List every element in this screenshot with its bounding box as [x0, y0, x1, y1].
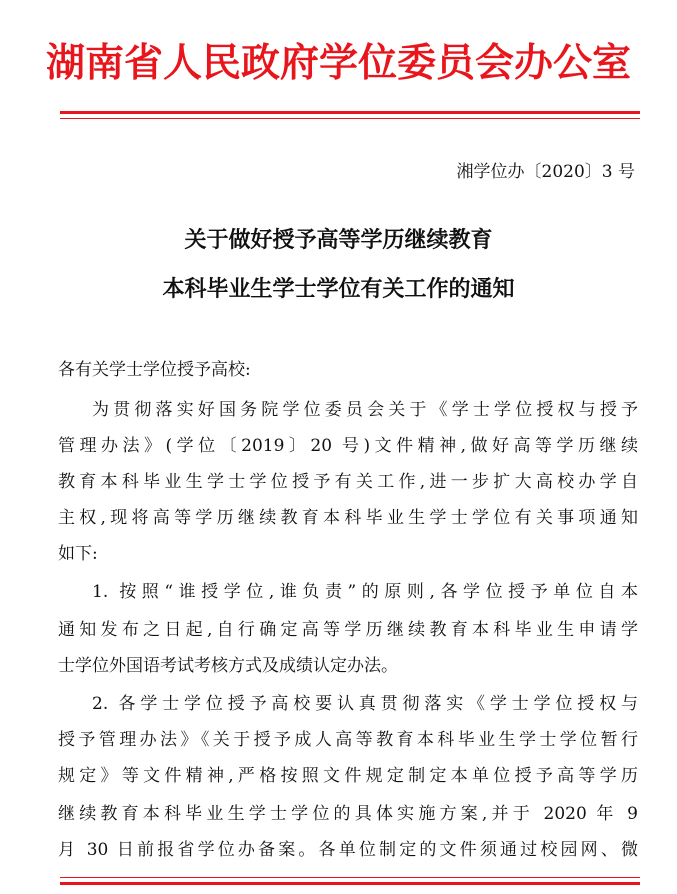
body-line: 教育本科毕业生学士学位授予有关工作,进一步扩大高校办学自 [58, 472, 638, 492]
body-line: 士学位外国语考试考核方式及成绩认定办法。 [58, 656, 398, 676]
body-line: 主权,现将高等学历继续教育本科毕业生学士学位有关事项通知 [58, 508, 638, 528]
issuer-header: 湖南省人民政府学位委员会办公室 [45, 41, 631, 86]
document-title-line-1: 关于做好授予高等学历继续教育 [184, 228, 493, 253]
body-line: 管理办法》(学位〔2019〕20 号)文件精神,做好高等学历继续 [58, 436, 638, 456]
body-line: 月 30 日前报省学位办备案。各单位制定的文件须通过校园网、微 [58, 840, 638, 860]
body-line: 通知发布之日起,自行确定高等学历继续教育本科毕业生申请学 [58, 620, 638, 640]
body-line: 为贯彻落实好国务院学位委员会关于《学士学位授权与授予 [92, 400, 638, 420]
footer-rule-thin [60, 877, 640, 878]
body-line: 如下: [58, 544, 98, 564]
document-number: 湘学位办〔2020〕3 号 [456, 162, 635, 182]
body-line: 2. 各学士学位授予高校要认真贯彻落实《学士学位授权与 [92, 694, 638, 714]
body-line: 授予管理办法》《关于授予成人高等教育本科毕业生学士学位暂行 [58, 730, 638, 750]
body-line: 规定》等文件精神,严格按照文件规定制定本单位授予高等学历 [58, 766, 638, 786]
body-line: 继续教育本科毕业生学士学位的具体实施方案,并于 2020 年 9 [58, 804, 638, 824]
header-rule-thick [60, 111, 640, 114]
footer-rule-thick [60, 882, 640, 885]
salutation: 各有关学士学位授予高校: [58, 360, 251, 380]
document-title-line-2: 本科毕业生学士学位有关工作的通知 [162, 277, 515, 302]
body-line: 1. 按照“谁授学位,谁负责”的原则,各学位授予单位自本 [92, 582, 638, 602]
header-rule-thin [60, 118, 640, 119]
